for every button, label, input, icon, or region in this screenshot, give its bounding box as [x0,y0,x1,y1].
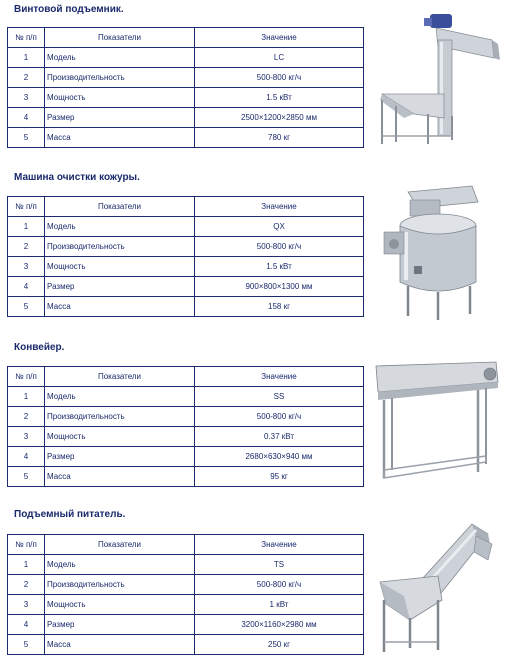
row-parameter: Модель [45,48,195,68]
section-title-peeling-machine: Машина очистки кожуры. [14,172,140,183]
header-number: № п/п [8,28,45,48]
row-value: 500-800 кг/ч [195,407,364,427]
row-number: 3 [8,427,45,447]
row-number: 1 [8,217,45,237]
header-number: № п/п [8,367,45,387]
row-parameter: Масса [45,635,195,655]
table-row [8,68,364,88]
row-parameter: Модель [45,387,195,407]
table-header-row [8,28,364,48]
row-number: 1 [8,555,45,575]
row-number: 5 [8,297,45,317]
header-number: № п/п [8,535,45,555]
table-row [8,575,364,595]
header-parameter: Показатели [45,28,195,48]
table-row [8,88,364,108]
spec-table-peeling-machine [7,196,364,317]
row-value: 2500×1200×2850 мм [195,108,364,128]
row-value: TS [195,555,364,575]
row-value: 158 кг [195,297,364,317]
row-parameter: Размер [45,277,195,297]
row-parameter: Производительность [45,237,195,257]
section-title-lift-feeder: Подъемный питатель. [14,509,126,520]
table-header-row [8,197,364,217]
row-value: 1.5 кВт [195,257,364,277]
header-parameter: Показатели [45,535,195,555]
table-row [8,555,364,575]
peeling-machine-image [380,182,490,322]
table-row [8,595,364,615]
row-number: 4 [8,615,45,635]
row-number: 5 [8,128,45,148]
row-number: 5 [8,467,45,487]
row-number: 4 [8,447,45,467]
row-parameter: Мощность [45,257,195,277]
row-value: 780 кг [195,128,364,148]
row-number: 2 [8,237,45,257]
row-parameter: Мощность [45,88,195,108]
row-number: 4 [8,108,45,128]
row-parameter: Масса [45,297,195,317]
row-value: 3200×1160×2980 мм [195,615,364,635]
row-value: 2680×630×940 мм [195,447,364,467]
motor-shape [430,14,452,28]
row-number: 1 [8,387,45,407]
row-value: SS [195,387,364,407]
header-value: Значение [195,28,364,48]
row-parameter: Модель [45,217,195,237]
row-parameter: Мощность [45,595,195,615]
row-value: 1.5 кВт [195,88,364,108]
row-parameter: Размер [45,108,195,128]
table-row [8,217,364,237]
section-title-screw-lift: Винтовой подъемник. [14,4,124,15]
conveyor-image [374,360,504,488]
row-parameter: Размер [45,615,195,635]
row-parameter: Производительность [45,407,195,427]
row-value: 95 кг [195,467,364,487]
row-number: 3 [8,88,45,108]
row-number: 3 [8,257,45,277]
row-parameter: Производительность [45,575,195,595]
table-header-row [8,367,364,387]
header-parameter: Показатели [45,367,195,387]
row-parameter: Производительность [45,68,195,88]
row-value: 0.37 кВт [195,427,364,447]
table-row [8,108,364,128]
row-number: 2 [8,68,45,88]
spec-table-lift-feeder [7,534,364,655]
table-row [8,615,364,635]
row-parameter: Масса [45,128,195,148]
table-row [8,467,364,487]
row-value: LC [195,48,364,68]
header-number: № п/п [8,197,45,217]
row-value: QX [195,217,364,237]
screw-lift-image [374,10,502,146]
row-parameter: Размер [45,447,195,467]
table-header-row [8,535,364,555]
row-value: 1 кВт [195,595,364,615]
row-value: 900×800×1300 мм [195,277,364,297]
table-row [8,257,364,277]
row-parameter: Мощность [45,427,195,447]
table-row [8,407,364,427]
row-value: 500-800 кг/ч [195,237,364,257]
header-value: Значение [195,197,364,217]
row-number: 3 [8,595,45,615]
spec-table-screw-lift [7,27,364,148]
table-row [8,128,364,148]
row-number: 2 [8,575,45,595]
header-parameter: Показатели [45,197,195,217]
row-value: 500-800 кг/ч [195,68,364,88]
table-row [8,427,364,447]
header-value: Значение [195,535,364,555]
row-number: 4 [8,277,45,297]
table-row [8,297,364,317]
table-row [8,447,364,467]
lift-feeder-image [376,520,504,656]
header-value: Значение [195,367,364,387]
row-parameter: Модель [45,555,195,575]
table-row [8,237,364,257]
row-number: 1 [8,48,45,68]
row-value: 250 кг [195,635,364,655]
table-row [8,635,364,655]
section-title-conveyor: Конвейер. [14,342,65,353]
row-value: 500-800 кг/ч [195,575,364,595]
spec-table-conveyor [7,366,364,487]
table-row [8,277,364,297]
row-number: 5 [8,635,45,655]
row-parameter: Масса [45,467,195,487]
row-number: 2 [8,407,45,427]
table-row [8,48,364,68]
table-row [8,387,364,407]
